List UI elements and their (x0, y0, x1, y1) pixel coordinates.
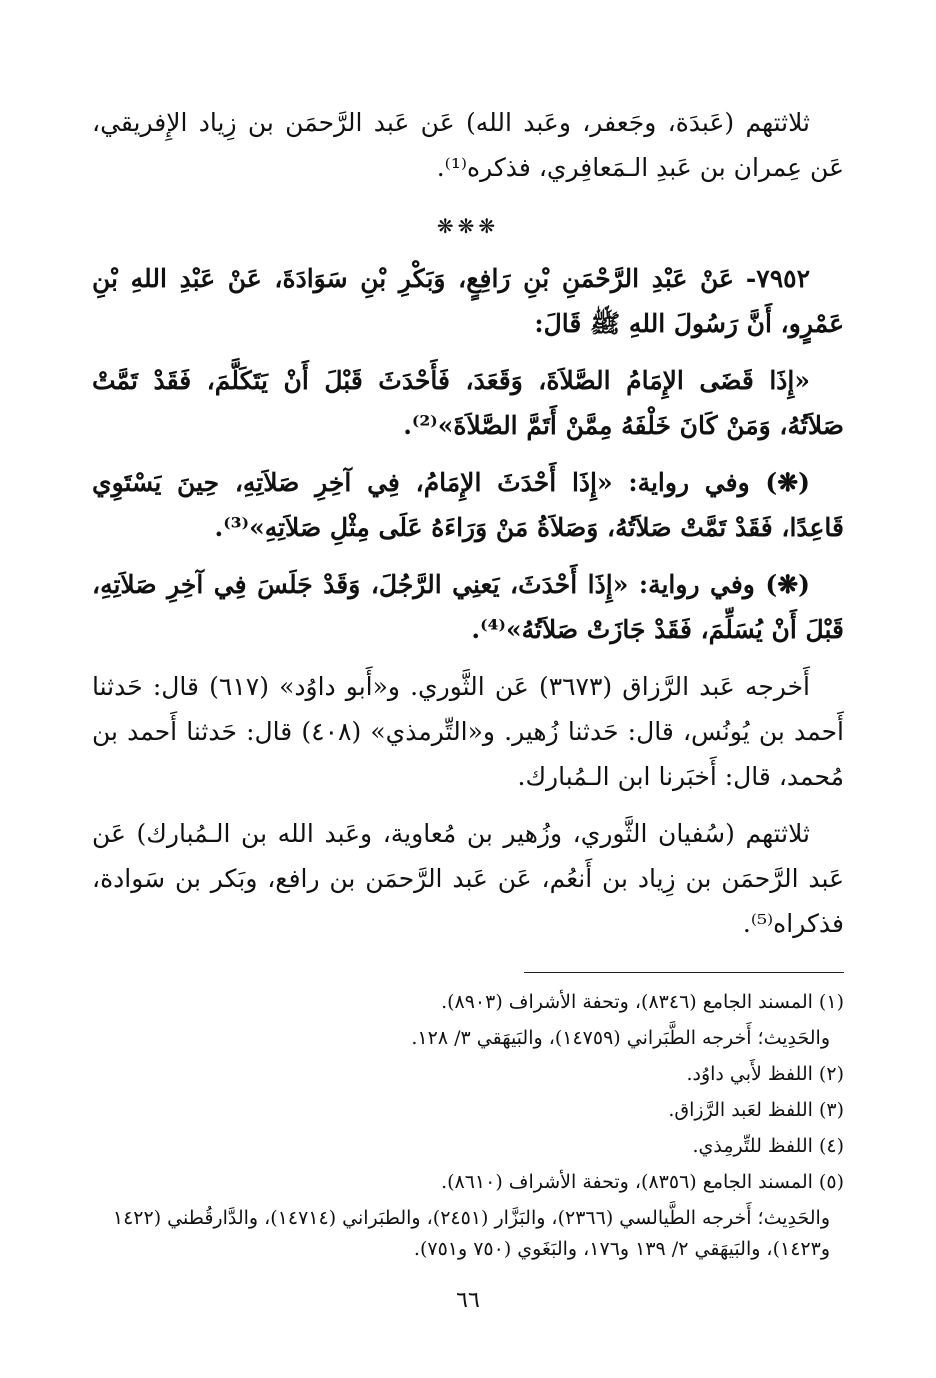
footnote-divider (524, 972, 844, 973)
footnote-2: (٢) اللفظ لأَبي داوُد. (686, 1063, 844, 1085)
footnote-1: (١) المسند الجامع (٨٣٤٦)، وتحفة الأشراف (٨٩٠٣). (441, 991, 844, 1013)
hadith-number: ٧٩٥٢- (745, 264, 811, 293)
section-separator-stars: ❋❋❋ (436, 214, 500, 238)
takhrij-paragraph: أَخرجه عَبد الرَّزاق (٣٦٧٣) عَن الثَّوري. و«أَبو داوُد» (٦١٧) قال: حَدثنا أَحمد بن يُونُس، قال: حَدثنا زُهير. و«التِّرمذي» (٤٠٨) قال: حَدثنا أَحمد بن مُحمد، قال: أَخبَرنا ابن الـمُبارك. (92, 672, 845, 791)
hadith-matn: «إِذَا قَضَى الإِمَامُ الصَّلاَةَ، وَقَعَدَ، فَأَحْدَثَ قَبْلَ أَنْ يَتَكَلَّمَ، فَقَدْ تَمَّتْ صَلاَتُهُ، وَمَنْ كَانَ خَلْفَهُ مِمَّنْ أَتَمَّ الصَّلاَةَ»⁽²⁾. (92, 366, 844, 440)
footnote-4: (٤) اللفظ للتِّرمِذي. (692, 1135, 844, 1157)
thalathatuhum-paragraph: ثلاثتهم (سُفيان الثَّوري، وزُهير بن مُعاوية، وعَبد الله بن الـمُبارك) عَن عَبد الرَّحمَن بن زِياد بن أَنعُم، عَن عَبد الرَّحمَن بن رافع، وبَكر بن سَوادة، فذكراه⁽⁵⁾. (92, 819, 844, 938)
footnote-3: (٣) اللفظ لعَبد الرَّزاق. (668, 1099, 844, 1121)
riwaya-2: (❋) وفي رواية: «إِذَا أَحْدَثَ، يَعنِي الرَّجُلَ، وَقَدْ جَلَسَ فِي آخِرِ صَلاَتِهِ، قَبْلَ أَنْ يُسَلِّمَ، فَقَدْ جَازَتْ صَلاَتُهُ»⁽⁴⁾. (92, 570, 844, 644)
page-number: ٦٦ (456, 1288, 480, 1313)
hadith-isnad: عَنْ عَبْدِ الرَّحْمَنِ بْنِ رَافِعٍ، وَبَكْرِ بْنِ سَوَادَةَ، عَنْ عَبْدِ اللهِ بْنِ عَمْرٍو، أَنَّ رَسُولَ اللهِ ﷺ قَالَ: (92, 264, 844, 338)
riwaya-1: (❋) وفي رواية: «إِذَا أَحْدَثَ الإِمَامُ، فِي آخِرِ صَلاَتِهِ، حِينَ يَسْتَوِي قَاعِدًا، فَقَدْ تَمَّتْ صَلاَتُهُ، وَصَلاَةُ مَنْ وَرَاءَهُ عَلَى مِثْلِ صَلاَتِهِ»⁽³⁾. (92, 468, 844, 542)
footnote-1-continuation: والحَدِيث؛ أَخرجه الطَّبَراني (١٤٧٥٩)، والبَيهَقي ٣/ ١٢٨. (411, 1027, 830, 1049)
footnotes (92, 987, 844, 1265)
hadith-entry (92, 256, 844, 346)
footnote-5-continuation: والحَدِيث؛ أَخرجه الطَّيالسي (٢٣٦٦)، والبَزَّار (٢٤٥١)، والطبَراني (١٤٧١٤)، والدَّارقُطني (١٤٢٢ و١٤٢٣)، والبَيهَقي ٢/ ١٣٩ و١٧٦، والبَغَوي (٧٥٠ و٧٥١). (112, 1207, 830, 1260)
footnote-5: (٥) المسند الجامع (٨٣٥٦)، وتحفة الأشراف (٨٦١٠). (441, 1171, 844, 1193)
paragraph-isnad-continuation: ثلاثتهم (عَبدَة، وجَعفر، وعَبد الله) عَن عَبد الرَّحمَن بن زِياد الإِفريقي، عَن عِمران بن عَبدِ الـمَعافِري، فذكره⁽¹⁾. (92, 108, 844, 182)
